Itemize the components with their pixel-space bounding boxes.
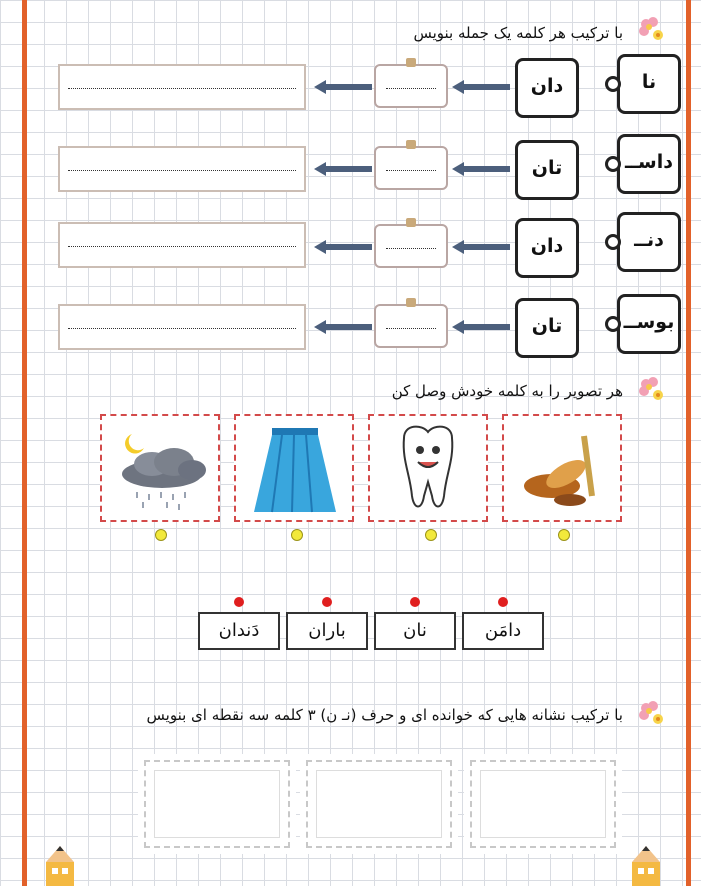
sentence-writing-line[interactable] (58, 64, 306, 110)
clip-icon (406, 218, 416, 227)
section1-title: با ترکیب هر کلمه یک جمله بنویس (413, 24, 623, 42)
answer-stamp-box[interactable] (306, 760, 452, 848)
puzzle-knob (605, 316, 621, 332)
answer-box-small[interactable] (374, 146, 448, 190)
puzzle-second-text: تان (531, 315, 563, 337)
sentence-writing-line[interactable] (58, 146, 306, 192)
word-box[interactable]: نان (374, 612, 456, 650)
puzzle-knob (605, 156, 621, 172)
bread-icon (504, 416, 620, 520)
arrow-left-icon (452, 162, 510, 176)
picture-cloud[interactable] (100, 414, 220, 522)
puzzle-first-text: بوســ (623, 311, 675, 333)
answer-box-small[interactable] (374, 304, 448, 348)
puzzle-knob (605, 76, 621, 92)
puzzle-piece-second (515, 298, 579, 358)
picture-skirt[interactable] (234, 414, 354, 522)
picture-connect-dot[interactable] (155, 529, 167, 541)
puzzle-piece-first (617, 212, 681, 272)
arrow-left-icon (314, 162, 372, 176)
pencil-house-icon (628, 846, 664, 886)
puzzle-knob (605, 234, 621, 250)
flower-icon (636, 698, 666, 728)
puzzle-piece-second (515, 58, 579, 118)
arrow-left-icon (452, 320, 510, 334)
puzzle-piece-first (617, 54, 681, 114)
word-connect-dot[interactable] (234, 597, 244, 607)
puzzle-second-text: تان (531, 157, 563, 179)
sentence-writing-line[interactable] (58, 222, 306, 268)
flower-icon (636, 374, 666, 404)
arrow-left-icon (452, 240, 510, 254)
arrow-left-icon (314, 80, 372, 94)
clip-icon (406, 298, 416, 307)
arrow-left-icon (314, 240, 372, 254)
tooth-icon (370, 416, 486, 520)
clip-icon (406, 58, 416, 67)
picture-connect-dot[interactable] (558, 529, 570, 541)
pencil-house-icon (42, 846, 78, 886)
puzzle-piece-first (617, 294, 681, 354)
answer-stamp-box[interactable] (144, 760, 290, 848)
puzzle-piece-second (515, 140, 579, 200)
puzzle-first-text: نا (641, 71, 657, 93)
answer-stamp-box[interactable] (470, 760, 616, 848)
right-margin-line (686, 0, 691, 886)
puzzle-first-text: داســ (625, 151, 673, 173)
clip-icon (406, 140, 416, 149)
puzzle-piece-second (515, 218, 579, 278)
picture-connect-dot[interactable] (291, 529, 303, 541)
word-box[interactable]: دامَن (462, 612, 544, 650)
arrow-left-icon (314, 320, 372, 334)
word-box[interactable]: باران (286, 612, 368, 650)
picture-connect-dot[interactable] (425, 529, 437, 541)
word-connect-dot[interactable] (498, 597, 508, 607)
picture-bread[interactable] (502, 414, 622, 522)
puzzle-first-text: دنــ (634, 229, 664, 251)
word-connect-dot[interactable] (410, 597, 420, 607)
flower-icon (636, 14, 666, 44)
left-margin-line (22, 0, 27, 886)
answer-box-small[interactable] (374, 64, 448, 108)
answer-box-small[interactable] (374, 224, 448, 268)
arrow-left-icon (452, 80, 510, 94)
cloud-icon (102, 416, 218, 520)
puzzle-piece-first (617, 134, 681, 194)
sentence-writing-line[interactable] (58, 304, 306, 350)
puzzle-second-text: دان (530, 75, 564, 97)
section3-title: با ترکیب نشانه هایی که خوانده ای و حرف (نـ ن) ۳ کلمه سه نقطه ای بنویس (146, 706, 623, 724)
puzzle-second-text: دان (530, 235, 564, 257)
word-connect-dot[interactable] (322, 597, 332, 607)
picture-tooth[interactable] (368, 414, 488, 522)
word-box[interactable]: دَندان (198, 612, 280, 650)
skirt-icon (236, 416, 352, 520)
section2-title: هر تصویر را به کلمه خودش وصل کن (391, 382, 623, 400)
